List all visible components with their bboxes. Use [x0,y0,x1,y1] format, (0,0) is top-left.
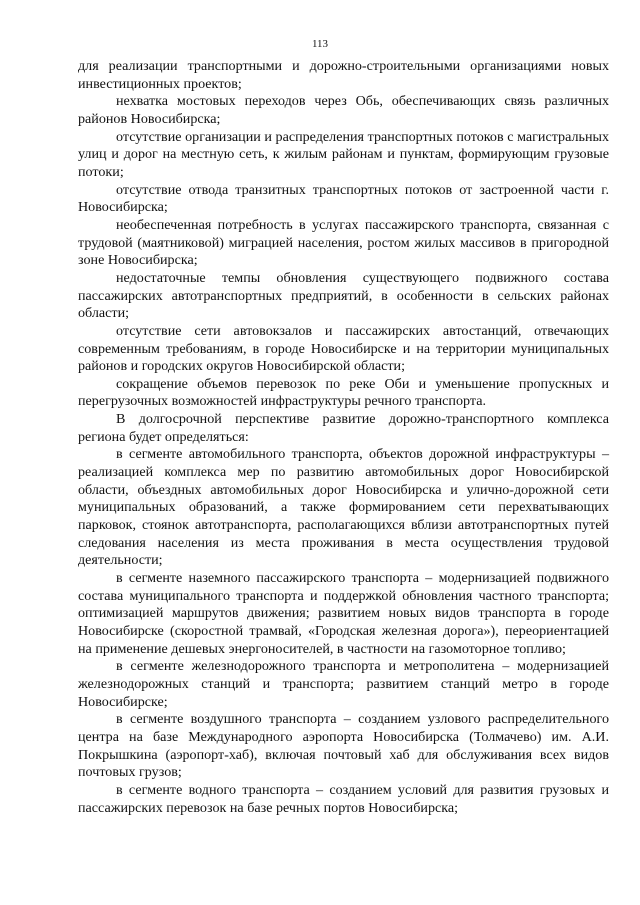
paragraph: в сегменте воздушного транспорта – созданием узлового распределительного центра на базе Международного аэропорта Новосибирска (Толмачево) им. А.И. Покрышкина (аэропорт-хаб), включая почтовый хаб для обслуживания всех видов почтовых грузов; [78,711,609,781]
paragraph: необеспеченная потребность в услугах пассажирского транспорта, связанная с трудовой (маятниковой) миграцией населения, ростом жилых массивов в пригородной зоне Новосибирска; [78,216,609,269]
paragraph: нехватка мостовых переходов через Обь, обеспечивающих связь различных районов Новосибирска; [78,93,609,127]
paragraph: в сегменте наземного пассажирского транспорта – модернизацией подвижного состава муниципального транспорта и поддержкой обновления частного транспорта; оптимизацией маршрутов движения; развитием новых видов транспорта в городе Новосибирске (скоростной трамвай, «Городская железная дорога»), переориентацией на применение дешевых энергоносителей, в частности на газомоторное топливо; [78,570,609,657]
paragraph: сокращение объемов перевозок по реке Оби и уменьшение пропускных и перегрузочных возможностей инфраструктуры речного транспорта. [78,375,609,410]
paragraph: для реализации транспортными и дорожно-строительными организациями новых инвестиционных проектов; [78,58,609,92]
paragraph: В долгосрочной перспективе развитие дорожно-транспортного комплекса региона будет определяться: [78,411,609,445]
paragraph: отсутствие сети автовокзалов и пассажирских автостанций, отвечающих современным требованиям, в городе Новосибирске и на территории муниципальных районов и городских округов Новосибирской области; [78,322,609,375]
paragraph: недостаточные темпы обновления существующего подвижного состава пассажирских автотранспортных предприятий, в особенности в сельских районах области; [78,269,609,322]
document-body [78,58,609,817]
paragraph: в сегменте железнодорожного транспорта и метрополитена – модернизацией железнодорожных станций и транспорта; развитием станций метро в городе Новосибирске; [78,658,609,710]
paragraph: в сегменте водного транспорта – созданием условий для развития грузовых и пассажирских перевозок на базе речных портов Новосибирска; [78,781,609,816]
paragraph: в сегменте автомобильного транспорта, объектов дорожной инфраструктуры – реализацией комплекса мер по развитию автомобильных дорог Новосибирской области, объездных автомобильных дорог Новосибирска и улично-дорожной сети муниципальных образований, а также формированием сети перехватывающих парковок, стоянок автотранспорта, располагающихся вблизи автотранспортных путей следования населения из места проживания в места осуществления трудовой деятельности; [78,446,609,569]
paragraph: отсутствие организации и распределения транспортных потоков с магистральных улиц и дорог на местную сеть, к жилым районам и пунктам, формирующим грузовые потоки; [78,128,609,180]
paragraph: отсутствие отвода транзитных транспортных потоков от застроенной части г. Новосибирска; [78,181,609,216]
page-number: 113 [311,38,329,50]
